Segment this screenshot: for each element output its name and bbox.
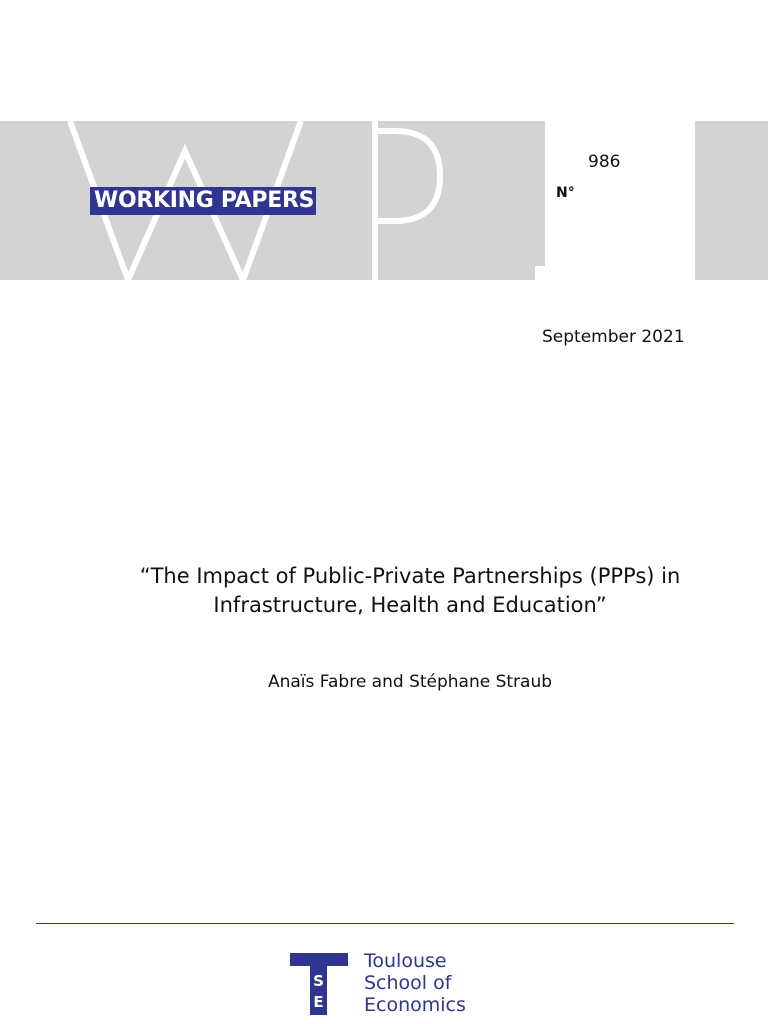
svg-text:E: E xyxy=(313,993,324,1011)
tse-logo-text xyxy=(364,950,466,1016)
paper-title-line-1: “The Impact of Public-Private Partnerships (PPPs) in xyxy=(139,564,681,588)
paper-number: 986 xyxy=(588,152,621,172)
tse-logo-icon xyxy=(290,953,348,1015)
svg-text:S: S xyxy=(313,972,324,990)
logo-line-2: School of xyxy=(364,972,452,994)
paper-title-line-2: Infrastructure, Health and Education” xyxy=(213,593,607,617)
paper-title xyxy=(60,562,760,620)
publication-date: September 2021 xyxy=(542,327,685,347)
working-papers-label: WORKING PAPERS xyxy=(90,187,316,215)
number-label: N° xyxy=(556,185,575,201)
logo-line-1: Toulouse xyxy=(364,950,447,972)
paper-authors: Anaïs Fabre and Stéphane Straub xyxy=(267,672,553,692)
footer-divider xyxy=(36,923,734,924)
logo-line-3: Economics xyxy=(364,994,466,1016)
